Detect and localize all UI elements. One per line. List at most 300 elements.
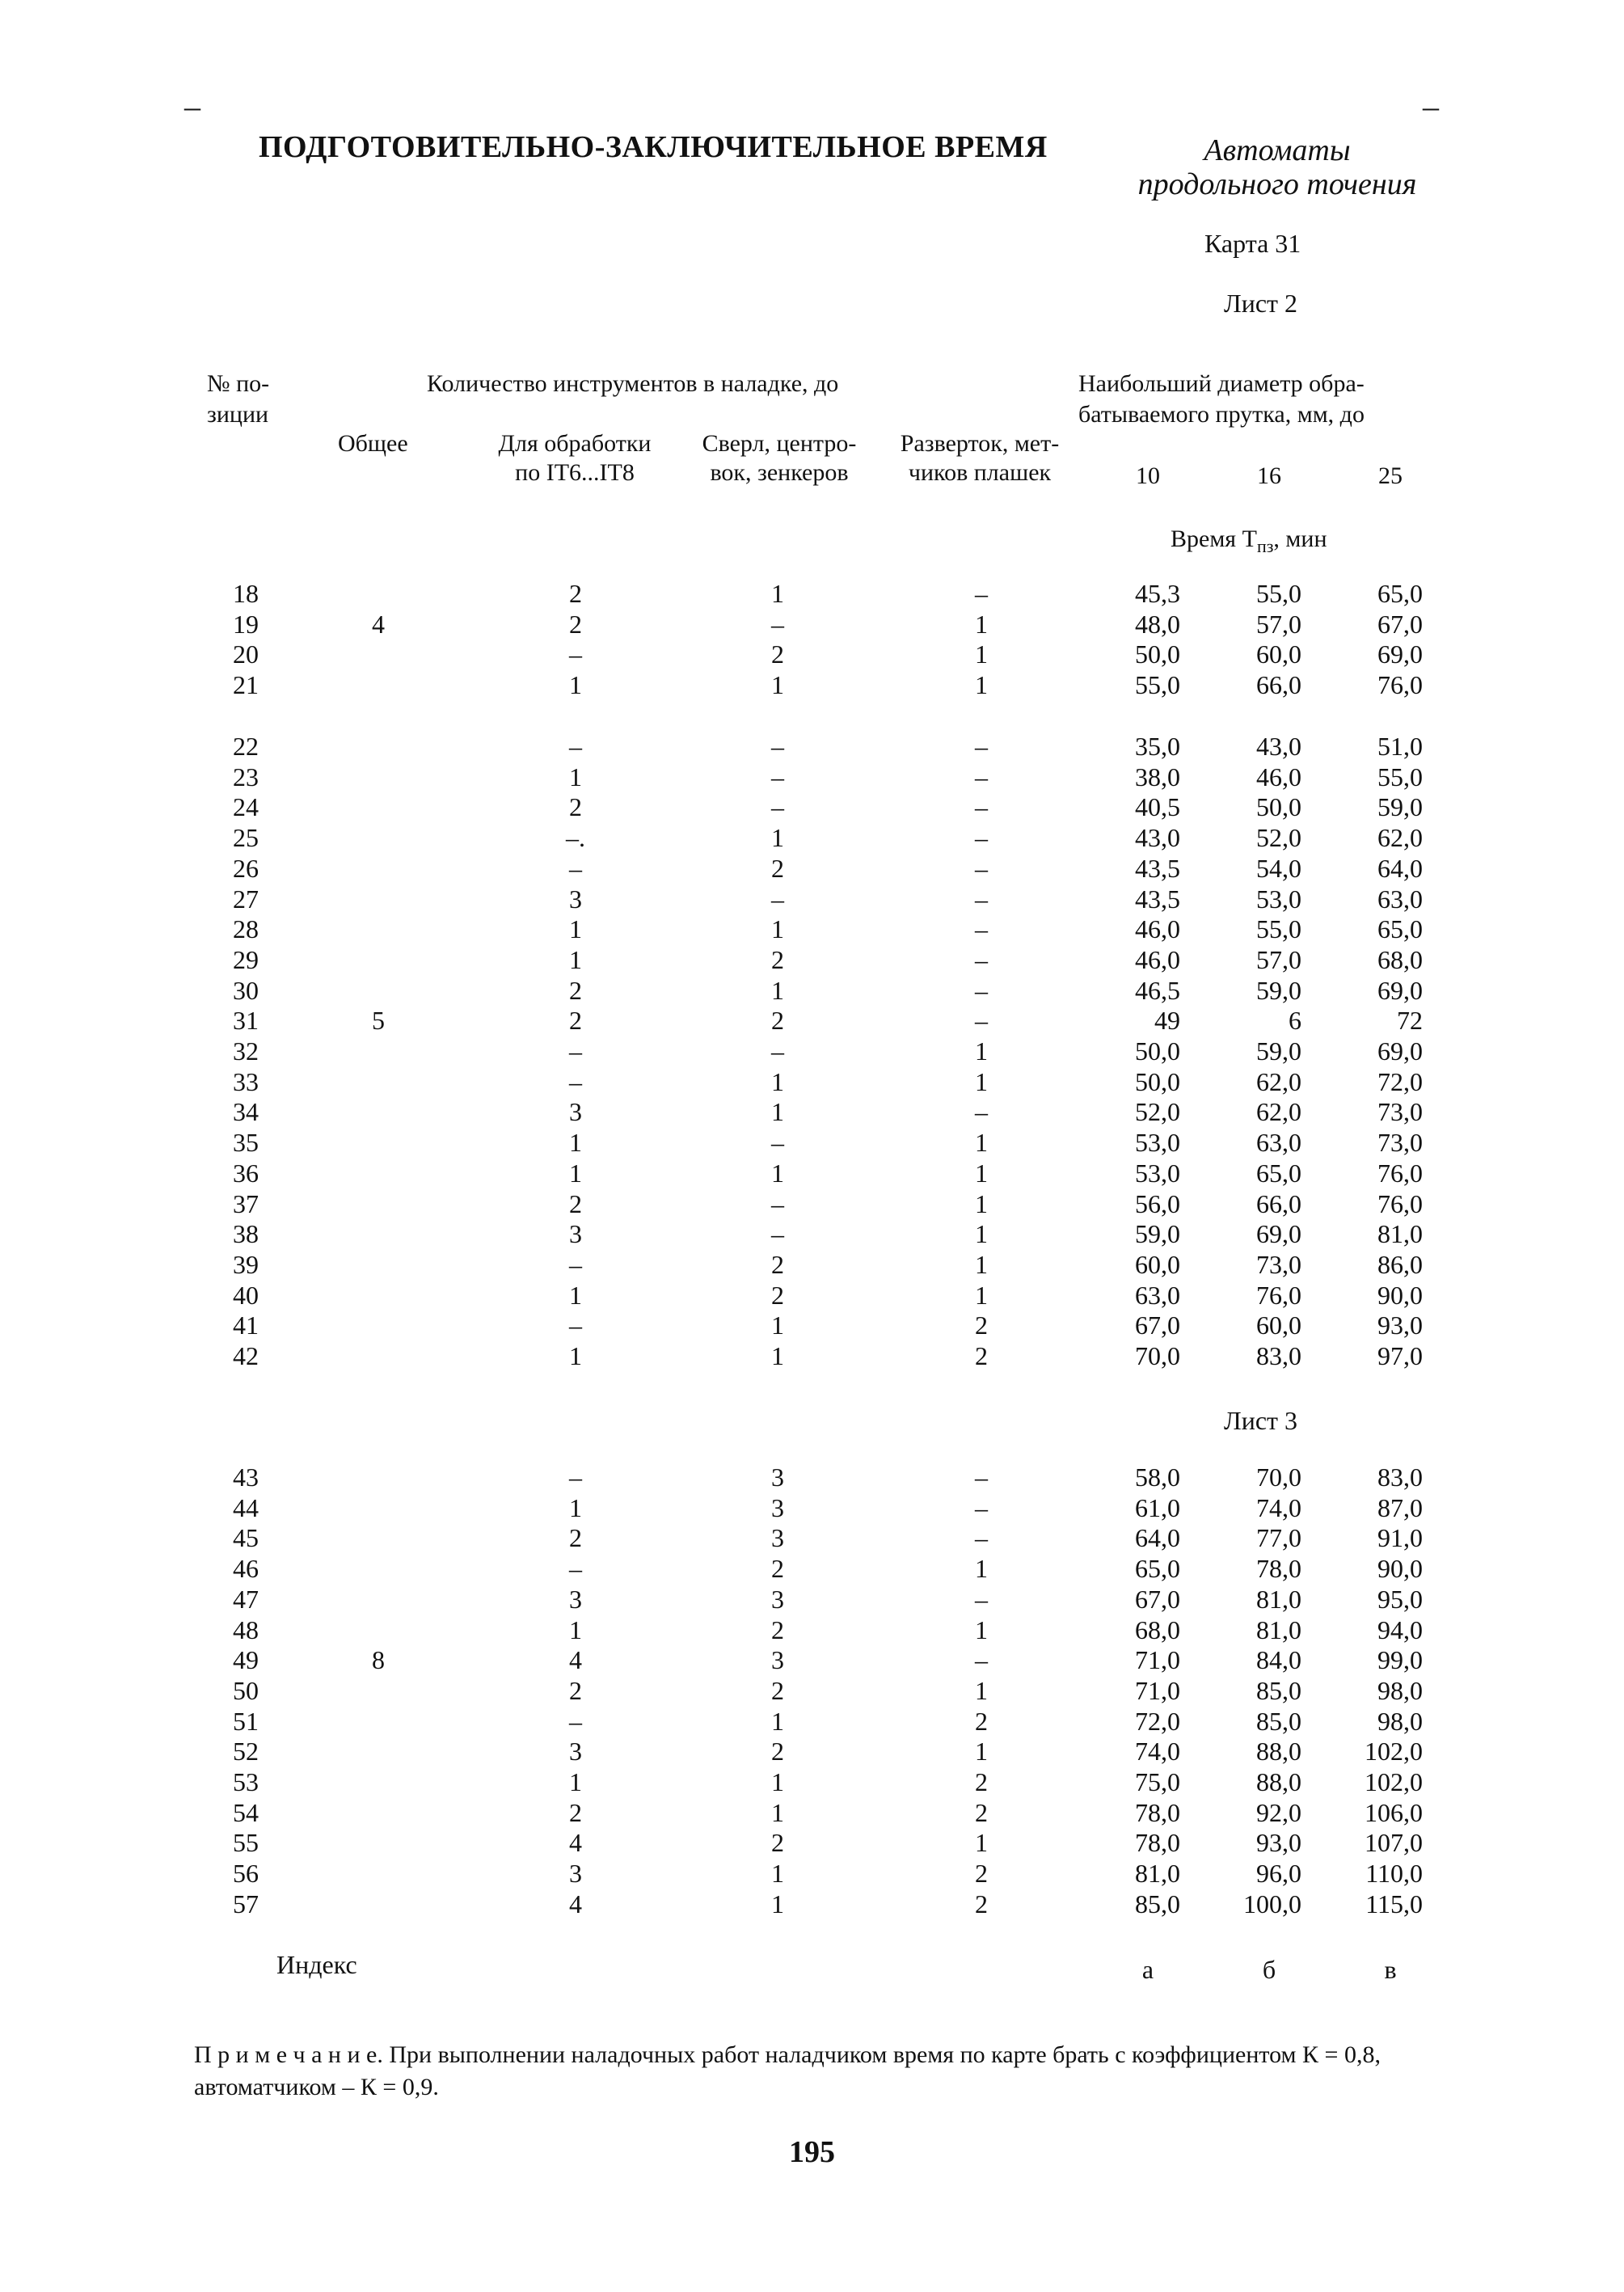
cell-n: 46 [233, 1554, 259, 1584]
cell-c: 63,0 [1377, 884, 1423, 914]
cell-ream: – [975, 853, 988, 883]
cell-ream: 1 [975, 1219, 988, 1249]
cell-it: 4 [569, 1889, 582, 1918]
cell-ream: 2 [975, 1767, 988, 1796]
cell-c: 62,0 [1377, 823, 1423, 853]
cell-a: 71,0 [1135, 1675, 1180, 1705]
cell-c: 98,0 [1377, 1706, 1423, 1736]
cell-ream: – [975, 762, 988, 791]
cell-a: 40,5 [1135, 792, 1180, 822]
cell-b: 70,0 [1256, 1463, 1301, 1492]
cell-a: 75,0 [1135, 1767, 1180, 1796]
cell-n: 39 [233, 1249, 259, 1279]
cell-c: 69,0 [1377, 639, 1423, 669]
cell-drill: 2 [771, 944, 784, 974]
cell-ream: 2 [975, 1341, 988, 1370]
cell-drill: 1 [771, 1158, 784, 1188]
cell-it: 3 [569, 1097, 582, 1127]
cell-b: 81,0 [1256, 1584, 1301, 1614]
cell-a: 52,0 [1135, 1097, 1180, 1127]
cell-n: 22 [233, 732, 259, 761]
cell-n: 36 [233, 1158, 259, 1188]
cell-n: 34 [233, 1097, 259, 1127]
cell-it: – [569, 1706, 582, 1736]
cell-n: 30 [233, 975, 259, 1005]
cell-ream: 1 [975, 670, 988, 700]
cell-n: 51 [233, 1706, 259, 1736]
cell-drill: 2 [771, 1737, 784, 1766]
cell-it: 2 [569, 1797, 582, 1827]
cell-a: 48,0 [1135, 609, 1180, 639]
cell-n: 35 [233, 1128, 259, 1158]
index-label: Индекс [276, 1950, 357, 1979]
cell-c: 115,0 [1365, 1889, 1423, 1918]
cell-c: 69,0 [1377, 1036, 1423, 1066]
cell-a: 61,0 [1135, 1492, 1180, 1522]
cell-n: 19 [233, 609, 259, 639]
cell-b: 60,0 [1256, 1311, 1301, 1340]
cell-b: 66,0 [1256, 1188, 1301, 1218]
header-diameter-line1: Наибольший диаметр обра- [1078, 370, 1365, 397]
cell-n: 26 [233, 853, 259, 883]
cell-n: 57 [233, 1889, 259, 1918]
cell-it: – [569, 1066, 582, 1096]
cell-b: 59,0 [1256, 975, 1301, 1005]
sheet-3-label: Лист 3 [1224, 1406, 1298, 1435]
page-title: ПОДГОТОВИТЕЛЬНО-ЗАКЛЮЧИТЕЛЬНОЕ ВРЕМЯ [259, 130, 1048, 164]
header-ream-line1: Разверток, мет- [900, 430, 1060, 457]
cell-it: 1 [569, 1492, 582, 1522]
cell-drill: – [771, 762, 784, 791]
cell-a: 56,0 [1135, 1188, 1180, 1218]
cell-ream: 1 [975, 1615, 988, 1644]
cell-c: 72 [1397, 1006, 1423, 1036]
cell-total: 5 [372, 1006, 385, 1036]
cell-drill: 2 [771, 639, 784, 669]
cell-it: 1 [569, 944, 582, 974]
cell-it: 1 [569, 762, 582, 791]
cell-c: 93,0 [1377, 1311, 1423, 1340]
cell-a: 35,0 [1135, 732, 1180, 761]
cell-ream: 1 [975, 1554, 988, 1584]
cell-ream: – [975, 1463, 988, 1492]
cell-drill: 2 [771, 1675, 784, 1705]
header-d16: 16 [1257, 462, 1281, 489]
cell-it: 3 [569, 1859, 582, 1889]
cell-a: 45,3 [1135, 579, 1180, 608]
cell-it: 1 [569, 1128, 582, 1158]
cell-drill: 1 [771, 1706, 784, 1736]
cell-b: 6 [1289, 1006, 1301, 1036]
cell-c: 59,0 [1377, 792, 1423, 822]
cell-a: 50,0 [1135, 1066, 1180, 1096]
cell-it: 1 [569, 1158, 582, 1188]
cell-c: 106,0 [1365, 1797, 1423, 1827]
cell-b: 52,0 [1256, 823, 1301, 853]
cell-n: 28 [233, 914, 259, 944]
cell-c: 73,0 [1377, 1128, 1423, 1158]
cell-ream: – [975, 1006, 988, 1036]
cell-ream: – [975, 1097, 988, 1127]
cell-c: 90,0 [1377, 1554, 1423, 1584]
cell-b: 81,0 [1256, 1615, 1301, 1644]
cell-it: – [569, 853, 582, 883]
cell-n: 41 [233, 1311, 259, 1340]
cell-ream: 2 [975, 1797, 988, 1827]
cell-drill: 1 [771, 1097, 784, 1127]
header-d10: 10 [1136, 462, 1160, 489]
cell-drill: – [771, 1128, 784, 1158]
cell-drill: 1 [771, 914, 784, 944]
cell-it: 2 [569, 609, 582, 639]
header-total: Общее [338, 430, 408, 457]
cell-n: 52 [233, 1737, 259, 1766]
cell-n: 29 [233, 944, 259, 974]
cell-c: 64,0 [1377, 853, 1423, 883]
subtitle-line2: продольного точения [1137, 167, 1417, 201]
cell-drill: 3 [771, 1463, 784, 1492]
sheet-2-label: Лист 2 [1224, 289, 1298, 318]
header-ream-line2: чиков плашек [908, 459, 1052, 486]
cell-a: 50,0 [1135, 639, 1180, 669]
cell-drill: 2 [771, 853, 784, 883]
cell-a: 49 [1154, 1006, 1180, 1036]
cell-a: 53,0 [1135, 1158, 1180, 1188]
header-time: Время $Т_{пз}$, мин [1171, 526, 1327, 556]
cell-it: 1 [569, 1341, 582, 1370]
cell-n: 32 [233, 1036, 259, 1066]
cell-drill: 2 [771, 1006, 784, 1036]
cell-n: 24 [233, 792, 259, 822]
cell-b: 76,0 [1256, 1280, 1301, 1310]
cell-ream: 1 [975, 1036, 988, 1066]
header-diameter-line2: батываемого прутка, мм, до [1078, 401, 1365, 428]
cell-c: 76,0 [1377, 1158, 1423, 1188]
cell-ream: 1 [975, 1249, 988, 1279]
cell-ream: – [975, 944, 988, 974]
cell-n: 54 [233, 1797, 259, 1827]
cell-ream: 1 [975, 1737, 988, 1766]
cell-n: 53 [233, 1767, 259, 1796]
cell-ream: 1 [975, 1158, 988, 1188]
cell-it: 2 [569, 1006, 582, 1036]
cell-n: 43 [233, 1463, 259, 1492]
cell-a: 78,0 [1135, 1797, 1180, 1827]
cell-drill: 2 [771, 1615, 784, 1644]
cell-a: 59,0 [1135, 1219, 1180, 1249]
cell-ream: – [975, 975, 988, 1005]
cell-ream: – [975, 732, 988, 761]
cell-drill: 2 [771, 1554, 784, 1584]
cell-drill: – [771, 884, 784, 914]
cell-a: 74,0 [1135, 1737, 1180, 1766]
cell-b: 55,0 [1256, 914, 1301, 944]
cell-a: 63,0 [1135, 1280, 1180, 1310]
cell-n: 33 [233, 1066, 259, 1096]
header-it-line1: Для обработки [498, 430, 652, 457]
cell-c: 51,0 [1377, 732, 1423, 761]
index-c: в [1384, 1955, 1397, 1984]
cell-ream: – [975, 823, 988, 853]
cell-drill: 3 [771, 1523, 784, 1553]
cell-ream: 1 [975, 609, 988, 639]
cell-drill: 1 [771, 1066, 784, 1096]
cell-total: 4 [372, 609, 385, 639]
cell-n: 47 [233, 1584, 259, 1614]
cell-ream: – [975, 884, 988, 914]
cell-drill: 3 [771, 1492, 784, 1522]
cell-n: 42 [233, 1341, 259, 1370]
cell-b: 57,0 [1256, 944, 1301, 974]
cell-drill: 2 [771, 1280, 784, 1310]
cell-b: 57,0 [1256, 609, 1301, 639]
cell-it: 1 [569, 1767, 582, 1796]
cell-it: –. [566, 823, 585, 853]
cell-it: – [569, 1311, 582, 1340]
cell-ream: – [975, 579, 988, 608]
cell-n: 40 [233, 1280, 259, 1310]
cell-a: 65,0 [1135, 1554, 1180, 1584]
cell-a: 78,0 [1135, 1828, 1180, 1858]
cell-c: 65,0 [1377, 914, 1423, 944]
cell-c: 76,0 [1377, 1188, 1423, 1218]
cell-drill: 1 [771, 1889, 784, 1918]
cell-drill: 1 [771, 579, 784, 608]
cell-a: 43,0 [1135, 823, 1180, 853]
cell-it: – [569, 1463, 582, 1492]
cell-ream: 2 [975, 1859, 988, 1889]
cell-ream: 1 [975, 1128, 988, 1158]
cell-c: 55,0 [1377, 762, 1423, 791]
cell-drill: – [771, 609, 784, 639]
cell-ream: 2 [975, 1311, 988, 1340]
cell-b: 74,0 [1256, 1492, 1301, 1522]
cell-total: 8 [372, 1645, 385, 1675]
cell-ream: – [975, 1523, 988, 1553]
cell-n: 25 [233, 823, 259, 853]
cell-it: 2 [569, 1188, 582, 1218]
cell-it: 1 [569, 670, 582, 700]
cell-drill: – [771, 1036, 784, 1066]
cell-c: 102,0 [1365, 1767, 1423, 1796]
cell-drill: 1 [771, 1311, 784, 1340]
cell-b: 92,0 [1256, 1797, 1301, 1827]
cell-it: – [569, 639, 582, 669]
cell-b: 59,0 [1256, 1036, 1301, 1066]
cell-n: 37 [233, 1188, 259, 1218]
corner-dash-left: – [184, 88, 200, 125]
cell-a: 70,0 [1135, 1341, 1180, 1370]
cell-a: 81,0 [1135, 1859, 1180, 1889]
cell-ream: – [975, 792, 988, 822]
cell-c: 91,0 [1377, 1523, 1423, 1553]
cell-drill: – [771, 792, 784, 822]
cell-b: 63,0 [1256, 1128, 1301, 1158]
cell-drill: – [771, 1188, 784, 1218]
cell-c: 110,0 [1365, 1859, 1423, 1889]
cell-it: 1 [569, 1615, 582, 1644]
index-a: а [1141, 1955, 1154, 1984]
cell-b: 53,0 [1256, 884, 1301, 914]
cell-a: 46,0 [1135, 944, 1180, 974]
cell-c: 98,0 [1377, 1675, 1423, 1705]
cell-a: 38,0 [1135, 762, 1180, 791]
cell-b: 93,0 [1256, 1828, 1301, 1858]
cell-ream: 1 [975, 1828, 988, 1858]
cell-ream: – [975, 1645, 988, 1675]
cell-b: 96,0 [1256, 1859, 1301, 1889]
cell-it: 2 [569, 1675, 582, 1705]
cell-b: 77,0 [1256, 1523, 1301, 1553]
cell-b: 78,0 [1256, 1554, 1301, 1584]
cell-drill: 1 [771, 1341, 784, 1370]
cell-ream: 1 [975, 639, 988, 669]
cell-b: 88,0 [1256, 1737, 1301, 1766]
cell-ream: 1 [975, 1280, 988, 1310]
cell-it: – [569, 1249, 582, 1279]
cell-c: 95,0 [1377, 1584, 1423, 1614]
cell-n: 31 [233, 1006, 259, 1036]
cell-b: 54,0 [1256, 853, 1301, 883]
cell-b: 85,0 [1256, 1706, 1301, 1736]
cell-ream: – [975, 914, 988, 944]
cell-ream: 2 [975, 1706, 988, 1736]
cell-drill: 2 [771, 1249, 784, 1279]
cell-it: 2 [569, 975, 582, 1005]
cell-b: 66,0 [1256, 670, 1301, 700]
header-position-line1: № по- [207, 370, 270, 397]
cell-a: 68,0 [1135, 1615, 1180, 1644]
cell-n: 56 [233, 1859, 259, 1889]
cell-c: 97,0 [1377, 1341, 1423, 1370]
cell-c: 94,0 [1377, 1615, 1423, 1644]
cell-it: 3 [569, 1584, 582, 1614]
cell-c: 68,0 [1377, 944, 1423, 974]
cell-c: 107,0 [1365, 1828, 1423, 1858]
cell-ream: 1 [975, 1675, 988, 1705]
cell-c: 83,0 [1377, 1463, 1423, 1492]
header-position-line2: зиции [207, 401, 269, 428]
index-b: б [1262, 1955, 1276, 1984]
cell-it: – [569, 732, 582, 761]
cell-c: 73,0 [1377, 1097, 1423, 1127]
cell-b: 46,0 [1256, 762, 1301, 791]
cell-it: 3 [569, 1737, 582, 1766]
cell-it: 2 [569, 1523, 582, 1553]
cell-a: 53,0 [1135, 1128, 1180, 1158]
cell-it: 4 [569, 1645, 582, 1675]
cell-it: 3 [569, 1219, 582, 1249]
cell-a: 85,0 [1135, 1889, 1180, 1918]
cell-b: 65,0 [1256, 1158, 1301, 1188]
cell-n: 50 [233, 1675, 259, 1705]
cell-n: 45 [233, 1523, 259, 1553]
cell-n: 38 [233, 1219, 259, 1249]
cell-drill: 1 [771, 975, 784, 1005]
cell-a: 64,0 [1135, 1523, 1180, 1553]
cell-it: 4 [569, 1828, 582, 1858]
cell-a: 46,5 [1135, 975, 1180, 1005]
cell-c: 69,0 [1377, 975, 1423, 1005]
cell-a: 58,0 [1135, 1463, 1180, 1492]
cell-a: 71,0 [1135, 1645, 1180, 1675]
cell-c: 67,0 [1377, 609, 1423, 639]
cell-ream: 2 [975, 1889, 988, 1918]
header-tools-group: Количество инструментов в наладке, до [427, 370, 839, 397]
cell-b: 84,0 [1256, 1645, 1301, 1675]
cell-n: 27 [233, 884, 259, 914]
cell-drill: 1 [771, 1797, 784, 1827]
cell-ream: 1 [975, 1188, 988, 1218]
cell-it: 1 [569, 914, 582, 944]
cell-it: 1 [569, 1280, 582, 1310]
cell-n: 18 [233, 579, 259, 608]
cell-b: 69,0 [1256, 1219, 1301, 1249]
cell-b: 62,0 [1256, 1097, 1301, 1127]
page-number: 195 [789, 2135, 835, 2169]
cell-c: 90,0 [1377, 1280, 1423, 1310]
header-d25: 25 [1378, 462, 1403, 489]
cell-n: 21 [233, 670, 259, 700]
corner-dash-right: – [1423, 88, 1439, 125]
cell-a: 60,0 [1135, 1249, 1180, 1279]
cell-a: 43,5 [1135, 853, 1180, 883]
footnote: П р и м е ч а н и е. При выполнении наладочных работ наладчиком время по карте брать с коэффициентом К = 0,8, автоматчиком – К = 0,9. [194, 2041, 1381, 2100]
cell-drill: 2 [771, 1828, 784, 1858]
header-drill-line1: Сверл, центро- [702, 430, 857, 457]
cell-b: 62,0 [1256, 1066, 1301, 1096]
cell-b: 83,0 [1256, 1341, 1301, 1370]
cell-it: – [569, 1036, 582, 1066]
cell-it: 2 [569, 792, 582, 822]
header-it-line2: по IT6...IT8 [515, 459, 635, 486]
cell-a: 50,0 [1135, 1036, 1180, 1066]
cell-c: 72,0 [1377, 1066, 1423, 1096]
cell-b: 43,0 [1256, 732, 1301, 761]
cell-drill: – [771, 1219, 784, 1249]
cell-a: 43,5 [1135, 884, 1180, 914]
cell-ream: 1 [975, 1066, 988, 1096]
cell-c: 87,0 [1377, 1492, 1423, 1522]
cell-c: 81,0 [1377, 1219, 1423, 1249]
cell-a: 67,0 [1135, 1584, 1180, 1614]
cell-drill: 3 [771, 1645, 784, 1675]
cell-it: – [569, 1554, 582, 1584]
cell-drill: 1 [771, 823, 784, 853]
cell-drill: 1 [771, 1767, 784, 1796]
cell-ream: – [975, 1584, 988, 1614]
cell-c: 86,0 [1377, 1249, 1423, 1279]
cell-drill: 1 [771, 1859, 784, 1889]
cell-c: 65,0 [1377, 579, 1423, 608]
cell-b: 60,0 [1256, 639, 1301, 669]
cell-b: 85,0 [1256, 1675, 1301, 1705]
cell-b: 55,0 [1256, 579, 1301, 608]
header-drill-line2: вок, зенкеров [710, 459, 849, 486]
cell-ream: – [975, 1492, 988, 1522]
cell-drill: – [771, 732, 784, 761]
cell-n: 44 [233, 1492, 259, 1522]
cell-n: 49 [233, 1645, 259, 1675]
cell-n: 20 [233, 639, 259, 669]
cell-a: 55,0 [1135, 670, 1180, 700]
cell-c: 76,0 [1377, 670, 1423, 700]
cell-b: 50,0 [1256, 792, 1301, 822]
cell-a: 72,0 [1135, 1706, 1180, 1736]
cell-drill: 3 [771, 1584, 784, 1614]
cell-it: 3 [569, 884, 582, 914]
cell-b: 73,0 [1256, 1249, 1301, 1279]
